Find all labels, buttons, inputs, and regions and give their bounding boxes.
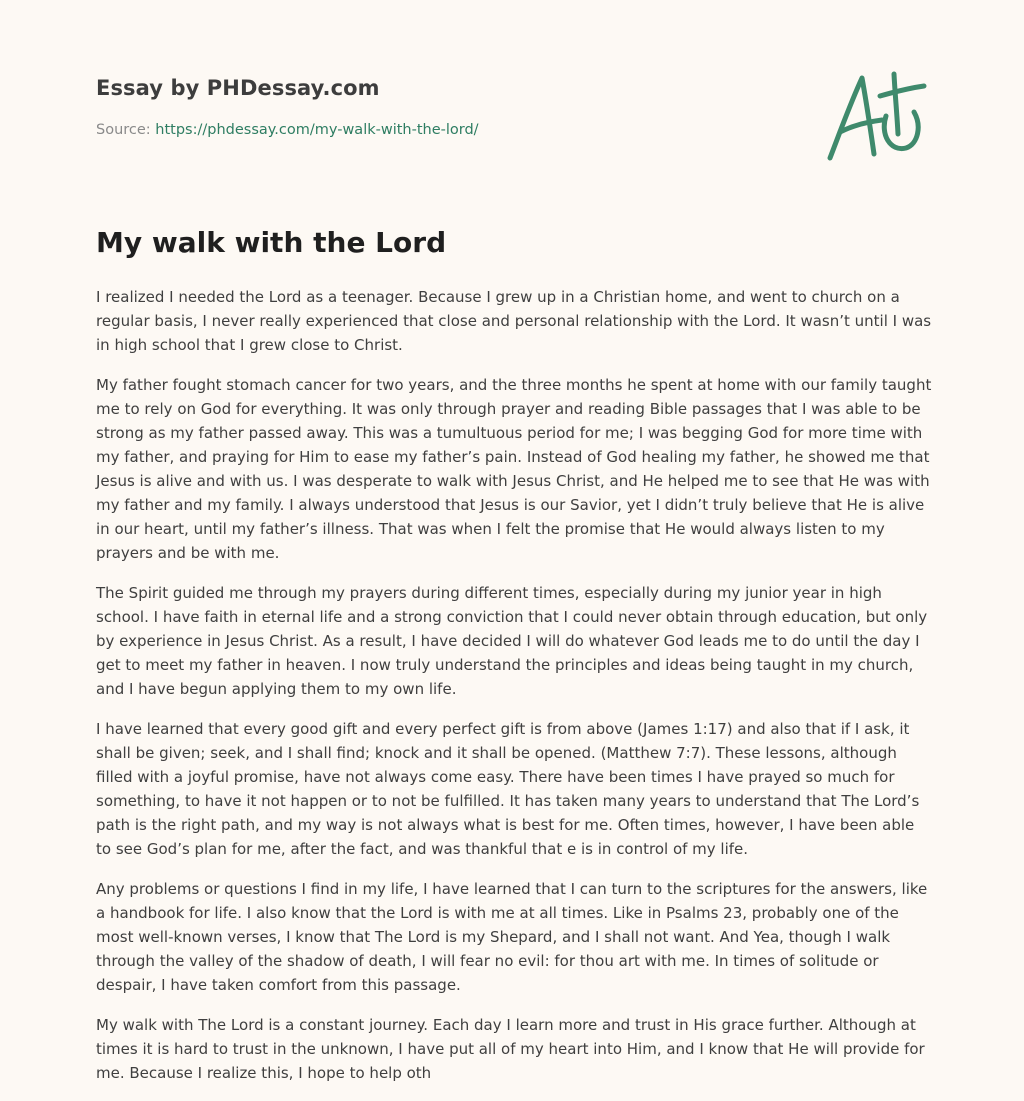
essay-paragraph: Any problems or questions I find in my life, I have learned that I can turn to the scriptures for the answers, like a handbook for life. I also know that the Lord is with me at all times. Like in Psalms 23, probably one of the most well-known verses, I know that The Lord is my Shepard, and I shall not want. And Yea, though I walk through the valley of the shadow of death, I will fear no evil: for thou art with me. In times of solitude or despair, I have taken comfort from this passage. — [96, 880, 928, 994]
source-link[interactable]: https://phdessay.com/my-walk-with-the-lord/ — [155, 122, 479, 138]
essay-paragraph: I have learned that every good gift and every perfect gift is from above (James 1:17) and also that if I ask, it shall be given; seek, and I shall find; knock and it shall be opened. (Matthew 7:7). These lessons, although filled with a joyful promise, have not always come easy. There have been times I have prayed so much for something, to have it not happen or to not be fulfilled. It has taken many years to understand that The Lord’s path is the right path, and my way is not always what is best for me. Often times, however, I have been able to see God’s plan for me, after the fact, and was thankful that e is in control of my life. — [96, 720, 920, 858]
essay-paragraph: The Spirit guided me through my prayers during different times, especially during my junior year in high school. I have faith in eternal life and a strong conviction that I could never obtain through education, but only by experience in Jesus Christ. As a result, I have decided I will do whatever God leads me to do until the day I get to meet my father in heaven. I now truly understand the principles and ideas being taught in my church, and I have begun applying them to my own life. — [96, 584, 928, 698]
essay-paragraph: My walk with The Lord is a constant journey. Each day I learn more and trust in His grace further. Although at times it is hard to trust in the unknown, I have put all of my heart into Him, and I know that He will provide for me. Because I realize this, I hope to help oth — [96, 1016, 925, 1082]
a-plus-logo-icon — [818, 64, 930, 168]
essay-paragraph: My father fought stomach cancer for two years, and the three months he spent at home with our family taught me to rely on God for everything. It was only through prayer and reading Bible passages that I was able to be strong as my father passed away. This was a tumultuous period for me; I was begging God for more time with my father, and praying for Him to ease my father’s pain. Instead of God healing my father, he showed me that Jesus is alive and with us. I was desperate to walk with Jesus Christ, and He helped me to see that He was with my father and my family. I always understood that Jesus is our Savior, yet I didn’t truly believe that He is alive in our heart, until my father’s illness. That was when I felt the promise that He would always listen to my prayers and be with me. — [96, 376, 932, 562]
essay-body — [96, 285, 932, 1101]
source-label: Source: — [96, 122, 151, 138]
site-title: Essay by PHDessay.com — [96, 76, 380, 100]
source-line — [96, 122, 796, 138]
essay-paragraph: I realized I needed the Lord as a teenager. Because I grew up in a Christian home, and went to church on a regular basis, I never really experienced that close and personal relationship with the Lord. It wasn’t until I was in high school that I grew close to Christ. — [96, 288, 932, 354]
essay-title: My walk with the Lord — [96, 226, 447, 259]
header — [96, 76, 796, 138]
